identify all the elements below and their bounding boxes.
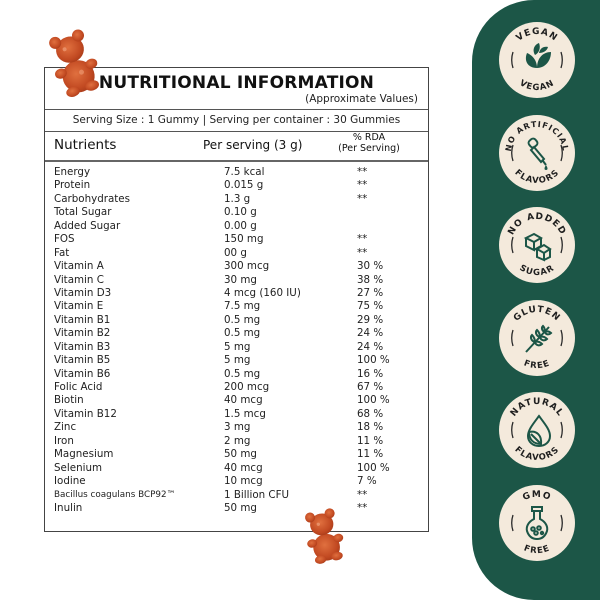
nutrient-name: Total Sugar <box>54 206 112 219</box>
nutrient-amount: 1.3 g <box>224 192 251 205</box>
table-row <box>45 489 428 502</box>
nutrient-rda: 100 % <box>357 461 390 474</box>
table-row <box>45 327 428 340</box>
table-subtitle: (Approximate Values) <box>305 93 418 105</box>
gummy-bear-image-top <box>44 27 104 101</box>
nutrient-rda: ** <box>357 488 368 501</box>
badge-bottom-text: VEGAN <box>517 78 557 94</box>
nutrient-amount: 7.5 kcal <box>224 166 265 178</box>
nutrient-rda: 11 % <box>357 434 384 447</box>
badge-top-text: NO ARTIFICIAL <box>503 119 571 153</box>
nutrient-amount: 200 mcg <box>224 381 270 393</box>
badge-vegan <box>499 22 575 98</box>
nutrient-name: FOS <box>54 233 75 246</box>
nutrient-name: Added Sugar <box>54 219 121 232</box>
table-row <box>45 300 428 313</box>
serving-info: Serving Size : 1 Gummy | Serving per container : 30 Gummies <box>45 110 428 132</box>
nutrient-rda: 67 % <box>357 381 384 393</box>
nutrient-name: Vitamin A <box>54 260 104 273</box>
table-row <box>45 394 428 407</box>
nutrient-name: Folic Acid <box>54 381 103 393</box>
table-row <box>45 247 428 260</box>
table-row <box>45 354 428 367</box>
nutrient-rda: ** <box>357 166 368 178</box>
gummy-bear-image-bottom <box>299 505 349 569</box>
header-per-serving: Per serving (3 g) <box>203 138 303 152</box>
nutrient-rda: 30 % <box>357 260 384 273</box>
table-row <box>45 475 428 488</box>
nutrient-name: Biotin <box>54 394 84 407</box>
table-row <box>45 260 428 273</box>
badge-bottom-text: FLAVORS <box>512 167 562 187</box>
column-headers <box>45 132 428 162</box>
nutrient-amount: 10 mcg <box>224 475 263 488</box>
nutrient-amount: 40 mcg <box>224 461 263 474</box>
nutrient-amount: 5 mg <box>224 354 251 367</box>
badge-bottom-text: SUGAR <box>517 263 557 279</box>
wheat-icon <box>526 326 551 352</box>
leaf-drop-icon <box>528 416 550 446</box>
badge-bottom-text: FLAVORS <box>512 444 562 464</box>
nutrient-name: Inulin <box>54 501 83 514</box>
badge-no-artificial <box>499 115 575 191</box>
nutrient-rda: 75 % <box>357 300 384 313</box>
nutrient-name: Vitamin B5 <box>54 354 111 367</box>
sugar-cubes-icon <box>526 234 550 260</box>
nutrient-amount: 0.10 g <box>224 206 257 219</box>
nutrient-rda: ** <box>357 246 368 259</box>
nutrient-name: Vitamin D3 <box>54 286 112 299</box>
nutrition-table <box>44 67 429 532</box>
leaves-icon <box>526 43 551 68</box>
nutrient-rda: 16 % <box>357 367 384 380</box>
nutrient-amount: 300 mcg <box>224 260 270 273</box>
nutrient-name: Vitamin B3 <box>54 340 111 353</box>
badge-natural <box>499 392 575 468</box>
nutrient-rda: ** <box>357 233 368 246</box>
badge-top-text: NO ADDED <box>506 211 568 237</box>
table-row <box>45 206 428 219</box>
nutrient-rda: ** <box>357 501 368 514</box>
nutrient-name: Vitamin C <box>54 273 104 286</box>
nutrient-rda: 7 % <box>357 475 377 488</box>
nutrient-name: Vitamin B2 <box>54 327 111 340</box>
nutrient-name: Zinc <box>54 421 77 434</box>
nutrient-name: Vitamin B6 <box>54 367 111 380</box>
nutrient-amount: 0.00 g <box>224 219 257 232</box>
nutrient-name: Bacillus coagulans BCP92™ <box>54 489 176 500</box>
nutrient-rda: 24 % <box>357 327 384 340</box>
table-row <box>45 179 428 192</box>
badge-bottom-text: FREE <box>522 358 552 372</box>
badge-top-text: GLUTEN <box>511 304 563 324</box>
table-row <box>45 435 428 448</box>
nutrient-amount: 00 g <box>224 246 247 259</box>
nutrient-rda: ** <box>357 192 368 205</box>
table-row <box>45 462 428 475</box>
badge-top-text: NATURAL <box>508 396 566 419</box>
dropper-icon <box>527 137 547 170</box>
nutrient-rda: 29 % <box>357 313 384 326</box>
table-title: NUTRITIONAL INFORMATION <box>98 73 375 93</box>
nutrient-name: Vitamin B12 <box>54 407 117 420</box>
table-row <box>45 502 428 515</box>
table-row <box>45 448 428 461</box>
nutrient-rda: 18 % <box>357 421 384 434</box>
nutrient-name: Selenium <box>54 461 103 474</box>
nutrient-amount: 7.5 mg <box>224 300 261 313</box>
nutrient-name: Energy <box>54 166 91 178</box>
nutrient-amount: 50 mg <box>224 448 257 461</box>
table-row <box>45 233 428 246</box>
header-rda-line1: % RDA <box>352 132 386 143</box>
nutrient-name: Iodine <box>54 475 86 488</box>
table-row <box>45 408 428 421</box>
nutrient-amount: 40 mcg <box>224 394 263 407</box>
nutrient-rda: 11 % <box>357 448 384 461</box>
table-row <box>45 368 428 381</box>
nutrient-name: Protein <box>54 179 91 192</box>
table-row <box>45 421 428 434</box>
header-rda <box>333 132 405 154</box>
nutrient-rda: 38 % <box>357 273 384 286</box>
nutrient-name: Iron <box>54 434 74 447</box>
nutrient-amount: 1.5 mcg <box>224 407 266 420</box>
nutrient-name: Fat <box>54 246 70 259</box>
table-row <box>45 220 428 233</box>
flask-icon <box>527 507 547 539</box>
badge-no-added <box>499 207 575 283</box>
nutrient-amount: 0.5 mg <box>224 313 261 326</box>
nutrient-name: Magnesium <box>54 448 114 461</box>
nutrient-rda: 68 % <box>357 407 384 420</box>
nutrient-amount: 50 mg <box>224 501 257 514</box>
nutrient-amount: 5 mg <box>224 340 251 353</box>
badge-bottom-text: FREE <box>522 543 552 557</box>
nutrient-amount: 0.015 g <box>224 179 264 192</box>
nutrient-amount: 0.5 mg <box>224 367 261 380</box>
table-row <box>45 193 428 206</box>
nutrient-rda: 100 % <box>357 394 390 407</box>
nutrient-rda: 100 % <box>357 354 390 367</box>
table-row <box>45 274 428 287</box>
table-row <box>45 166 428 179</box>
nutrient-rda: 24 % <box>357 340 384 353</box>
nutrient-name: Vitamin B1 <box>54 313 111 326</box>
nutrient-amount: 1 Billion CFU <box>224 488 290 501</box>
badge-gluten <box>499 300 575 376</box>
nutrient-rda: 27 % <box>357 286 384 299</box>
badge-gmo <box>499 485 575 561</box>
nutrient-amount: 3 mg <box>224 421 251 434</box>
nutrient-amount: 2 mg <box>224 434 251 447</box>
nutrient-amount: 30 mg <box>224 273 257 286</box>
nutrient-rda: ** <box>357 179 368 192</box>
badge-top-text: VEGAN <box>514 26 560 44</box>
table-row <box>45 287 428 300</box>
table-row <box>45 381 428 394</box>
nutrient-name: Carbohydrates <box>54 192 131 205</box>
table-row <box>45 341 428 354</box>
table-row <box>45 314 428 327</box>
nutrient-amount: 150 mg <box>224 233 264 246</box>
nutrient-amount: 0.5 mg <box>224 327 261 340</box>
nutrient-name: Vitamin E <box>54 300 104 313</box>
badge-top-text: GMO <box>521 489 553 503</box>
table-body <box>45 162 428 515</box>
nutrient-amount: 4 mcg (160 IU) <box>224 286 301 299</box>
header-rda-line2: (Per Serving) <box>338 143 400 154</box>
header-nutrients: Nutrients <box>54 137 117 153</box>
